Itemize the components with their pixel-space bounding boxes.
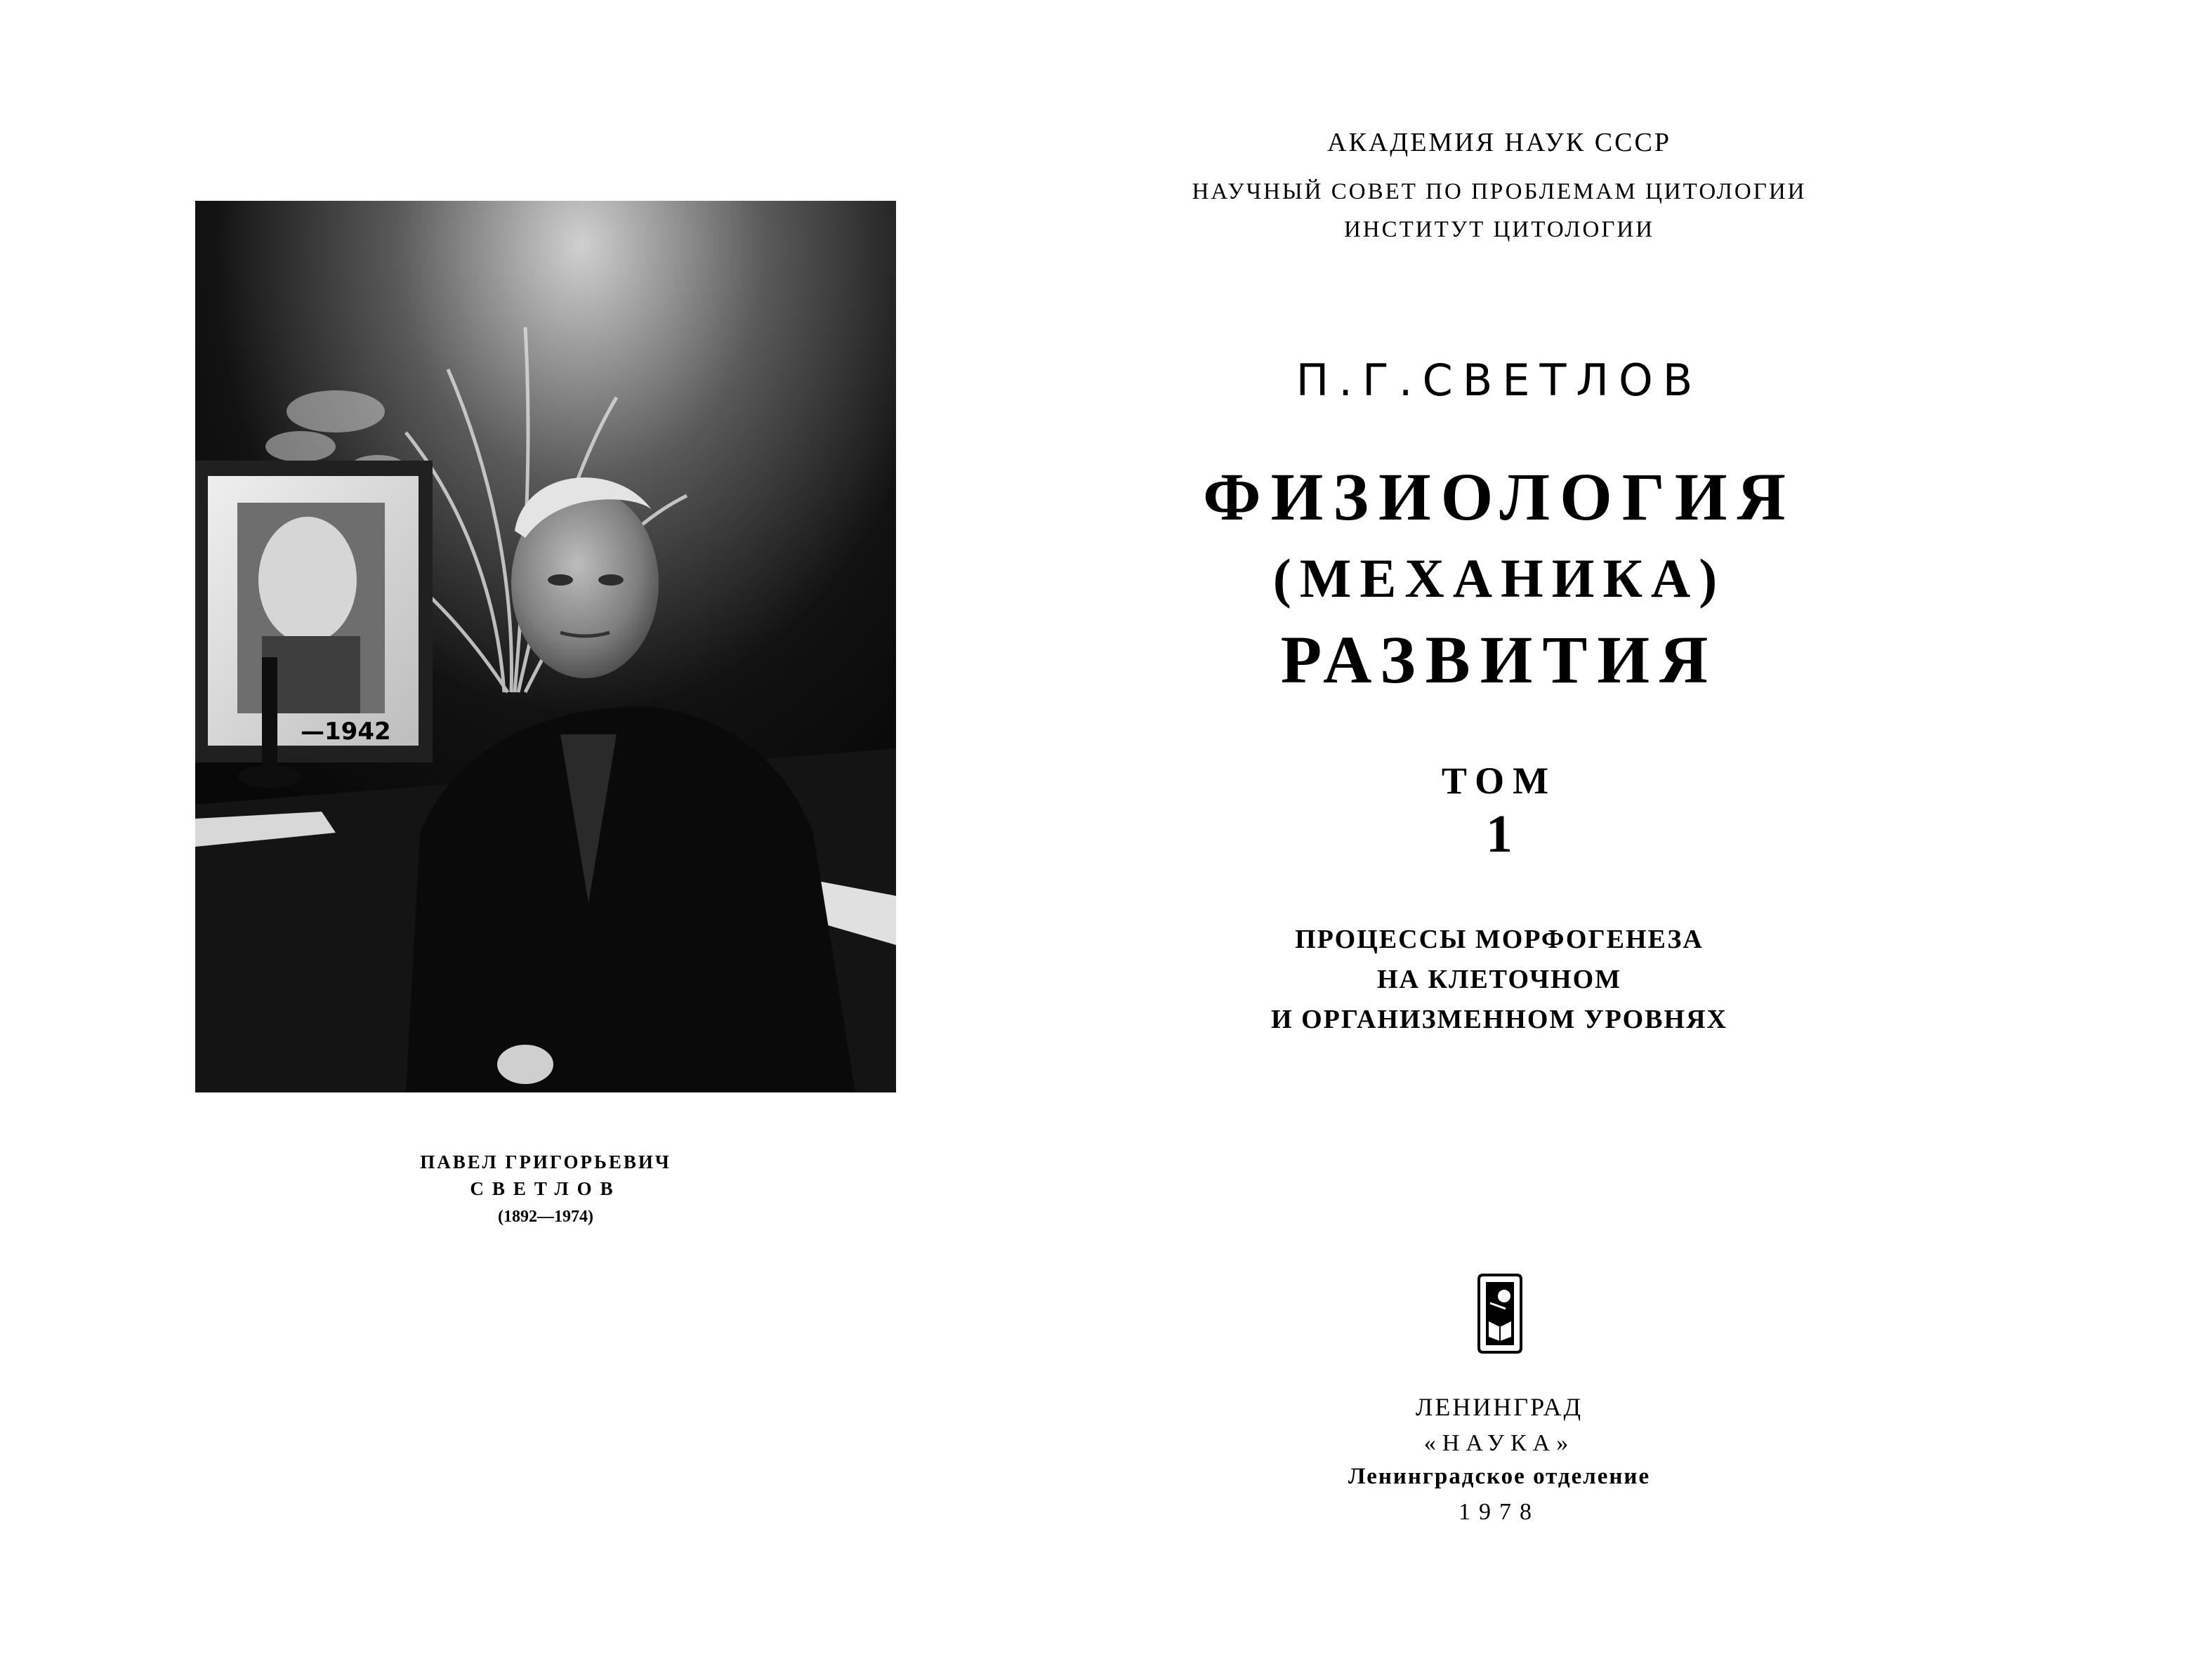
academy-heading: АКАДЕМИЯ НАУК СССР <box>1327 128 1671 157</box>
title-line-2: (МЕХАНИКА) <box>1272 548 1726 609</box>
caption-lifespan: (1892—1974) <box>498 1208 593 1226</box>
volume-number: 1 <box>1486 805 1513 864</box>
institute-heading: ИНСТИТУТ ЦИТОЛОГИИ <box>1343 217 1655 242</box>
council-heading: НАУЧНЫЙ СОВЕТ ПО ПРОБЛЕМАМ ЦИТОЛОГИИ <box>1192 179 1807 204</box>
frontispiece-portrait-photo <box>195 201 896 1092</box>
book-subtitle <box>1095 920 1903 1040</box>
caption-name: ПАВЕЛ ГРИГОРЬЕВИЧ <box>420 1151 671 1172</box>
imprint-publisher: «НАУКА» <box>1423 1430 1575 1456</box>
subtitle-line-1: ПРОЦЕССЫ МОРФОГЕНЕЗА <box>1295 925 1704 954</box>
publisher-emblem-icon <box>1477 1272 1522 1355</box>
subtitle-line-2: НА КЛЕТОЧНОМ <box>1376 965 1622 994</box>
imprint-branch: Ленинградское отделение <box>1348 1464 1651 1489</box>
caption-surname: СВЕТЛОВ <box>470 1178 621 1199</box>
imprint-city: ЛЕНИНГРАД <box>1415 1393 1584 1421</box>
subtitle-line-3: И ОРГАНИЗМЕННОМ УРОВНЯХ <box>1271 1005 1727 1034</box>
imprint-year: 1978 <box>1459 1499 1540 1525</box>
book-title <box>1095 456 1903 701</box>
volume-label: ТОМ <box>1441 760 1558 802</box>
photo-frame-year: —1942 <box>301 718 391 746</box>
title-line-1: ФИЗИОЛОГИЯ <box>1203 459 1796 534</box>
title-line-3: РАЗВИТИЯ <box>1280 622 1718 697</box>
author-name: П.Г.СВЕТЛОВ <box>1296 355 1703 406</box>
portrait-caption <box>195 1149 896 1231</box>
portrait-illustration <box>195 201 896 1092</box>
